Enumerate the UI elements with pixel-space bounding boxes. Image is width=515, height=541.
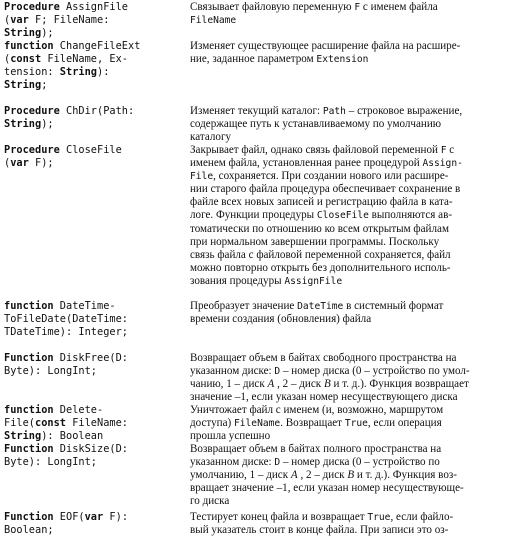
desc-line <box>190 378 512 391</box>
desc-text: при нормальном завершении программы. Поскольку <box>190 235 440 248</box>
desc-line <box>190 118 512 131</box>
desc-text: , 2 – диск <box>274 378 324 391</box>
description <box>190 511 512 537</box>
signature <box>4 144 179 170</box>
sig-text: Function <box>4 511 54 523</box>
sig-text: var <box>10 14 29 27</box>
desc-line <box>190 144 512 157</box>
desc-line <box>190 14 512 27</box>
sig-text: function <box>4 404 54 416</box>
desc-line <box>190 183 512 196</box>
desc-line <box>190 131 512 144</box>
sig-line <box>4 524 179 537</box>
sig-text: function <box>4 300 54 312</box>
description <box>190 105 512 144</box>
desc-text: и т. д.). Функция возвращает <box>330 378 469 391</box>
desc-text: указанном диске: <box>190 365 275 378</box>
sig-line <box>4 66 179 79</box>
sig-line <box>4 313 179 326</box>
desc-line <box>190 1 512 14</box>
sig-line <box>4 118 179 131</box>
sig-text: ); <box>41 27 54 40</box>
sig-text: const <box>35 417 66 430</box>
desc-text: F <box>354 2 361 13</box>
signature <box>4 443 179 469</box>
desc-line <box>190 524 512 537</box>
desc-line <box>190 275 512 288</box>
desc-text: вый указатель стоит в конце файла. При записи это оз- <box>190 524 449 537</box>
sig-line <box>4 144 179 157</box>
sig-line <box>4 430 179 443</box>
desc-line <box>190 249 512 262</box>
desc-text: D <box>274 457 281 469</box>
sig-text: ); <box>41 118 54 131</box>
desc-text: каталогу <box>190 131 232 144</box>
signature <box>4 105 179 131</box>
desc-line <box>190 365 512 378</box>
sig-line <box>4 443 179 456</box>
desc-line <box>190 40 512 53</box>
signature <box>4 352 179 378</box>
desc-line <box>190 236 512 249</box>
desc-text: F <box>440 145 447 156</box>
sig-text: FileName, Ex- <box>41 53 128 66</box>
desc-text: значение –1, если указан номер несуществующего диска <box>190 391 458 404</box>
sig-text: String <box>4 79 42 92</box>
sig-text: Procedure <box>4 105 60 117</box>
signature <box>4 1 179 40</box>
desc-text: Связывает файловую переменную <box>190 1 355 13</box>
desc-text: True <box>344 418 368 430</box>
sig-text: ): <box>97 66 110 79</box>
sig-text: String <box>4 27 42 40</box>
sig-line <box>4 404 179 417</box>
sig-text: File( <box>4 417 35 430</box>
sig-text: ( <box>4 14 11 27</box>
desc-text: , сохраняется. При создании нового или расшире- <box>213 170 449 183</box>
desc-text: Возвращает объем в байтах свободного пространства на <box>190 352 457 364</box>
sig-text: DiskFree(D: <box>53 352 129 364</box>
sig-line <box>4 40 179 53</box>
desc-text: го диска <box>190 495 230 508</box>
desc-text: , 2 – диск <box>297 469 348 482</box>
desc-text: DateTime <box>297 301 344 312</box>
description <box>190 352 512 404</box>
desc-text: B <box>347 469 355 482</box>
description <box>190 144 512 288</box>
sig-line <box>4 456 179 469</box>
desc-line <box>190 105 512 118</box>
desc-line <box>190 511 512 524</box>
sig-text: Function <box>4 352 54 364</box>
sig-text: F); <box>28 157 54 170</box>
sig-text: CloseFile <box>59 144 122 156</box>
sig-text: ChDir(Path: <box>59 105 135 117</box>
desc-text: Уничтожает файл с именем (и, возможно, маршрутом <box>190 404 444 416</box>
sig-line <box>4 417 179 430</box>
signature <box>4 40 179 92</box>
desc-line <box>190 53 512 66</box>
sig-text: const <box>10 53 42 66</box>
desc-text: Возвращает объем в байтах полного пространства на <box>190 443 442 455</box>
desc-line <box>190 443 512 456</box>
desc-text: можно повторно открыть без дополнительного исполь- <box>190 261 451 274</box>
desc-text: B <box>323 378 331 391</box>
desc-line <box>190 300 512 313</box>
desc-text: с <box>446 144 455 156</box>
signature <box>4 300 179 339</box>
sig-text: DiskSize(D: <box>53 443 129 455</box>
sig-text: Byte): LongInt; <box>4 456 97 469</box>
desc-line <box>190 313 512 326</box>
desc-text: доступа) <box>190 417 234 430</box>
desc-line <box>190 456 512 469</box>
sig-text: ( <box>4 157 11 170</box>
desc-text: Assign- <box>422 158 463 170</box>
sig-text: String <box>4 118 42 131</box>
desc-line <box>190 495 512 508</box>
sig-text: Boolean; <box>4 524 54 537</box>
sig-text: Function <box>4 443 54 455</box>
sig-text: ToFileDate(DateTime: <box>4 313 128 326</box>
sig-text: Byte): LongInt; <box>4 365 97 378</box>
desc-text: связь файла с файловой переменной сохраняется, файл <box>190 248 451 261</box>
sig-text: AssignFile <box>59 1 128 13</box>
desc-text: файле всех новых записей и регистрацию файла в ката- <box>190 196 453 209</box>
desc-text: AssignFile <box>284 275 343 287</box>
desc-line <box>190 469 512 482</box>
desc-text: выполняются ав- <box>368 209 453 222</box>
signature <box>4 404 179 443</box>
sig-text: tension: <box>4 66 60 79</box>
sig-line <box>4 157 179 170</box>
desc-text: , если операция <box>367 417 442 430</box>
desc-text: Extension <box>316 54 369 66</box>
desc-line <box>190 157 512 170</box>
desc-text: FileName <box>233 418 281 430</box>
sig-line <box>4 300 179 313</box>
desc-line <box>190 170 512 183</box>
desc-text: с именем файла <box>360 1 438 13</box>
sig-line <box>4 326 179 339</box>
sig-text: ChangeFileExt <box>53 40 141 52</box>
sig-text: ): Boolean <box>41 430 104 443</box>
desc-text: – строковое выражение, <box>345 105 463 117</box>
desc-text: – номер диска (0 – устройство по <box>280 456 440 469</box>
desc-text: File <box>190 171 214 183</box>
desc-text: Преобразует значение <box>190 300 298 312</box>
sig-text: String <box>59 66 97 79</box>
sig-line <box>4 27 179 40</box>
desc-text: указанном диске: <box>190 456 275 469</box>
sig-text: ; <box>41 79 48 92</box>
desc-text: чанию, 1 – диск <box>190 378 268 391</box>
description <box>190 1 512 27</box>
desc-text: Path <box>322 106 346 117</box>
desc-text: Тестирует конец файла и возвращает <box>190 511 368 523</box>
sig-text: String <box>4 430 42 443</box>
desc-line <box>190 430 512 443</box>
desc-text: умолчанию, 1 – диск <box>190 469 291 482</box>
sig-text: F; FileName: <box>28 14 110 27</box>
desc-text: Закрывает файл, однако связь файловой переменной <box>190 144 441 156</box>
desc-line <box>190 391 512 404</box>
sig-line <box>4 105 179 118</box>
sig-text: Procedure <box>4 1 60 13</box>
desc-text: A <box>267 378 275 391</box>
desc-text: True <box>367 512 391 523</box>
desc-text: A <box>290 469 298 482</box>
desc-line <box>190 223 512 236</box>
desc-text: содержащее путь к устанавливаемому по умолчанию <box>190 118 442 131</box>
desc-text: Изменяет текущий каталог: <box>190 105 323 117</box>
sig-text: DateTime- <box>53 300 116 312</box>
desc-text: – номер диска (0 – устройство по умол- <box>280 365 470 378</box>
desc-line <box>190 262 512 275</box>
description <box>190 300 512 326</box>
sig-line <box>4 352 179 365</box>
sig-line <box>4 1 179 14</box>
sig-text: EOF( <box>53 511 85 523</box>
desc-text: и т. д.). Функция воз- <box>354 469 457 482</box>
desc-text: прошла успешно <box>190 430 271 443</box>
sig-text: Procedure <box>4 144 60 156</box>
sig-text: var <box>84 511 104 523</box>
desc-text: , если файло- <box>390 511 454 523</box>
sig-text: var <box>10 157 29 170</box>
sig-line <box>4 511 179 524</box>
desc-line <box>190 209 512 222</box>
sig-text: TDateTime): Integer; <box>4 326 128 339</box>
sig-text: F): <box>103 511 129 523</box>
desc-line <box>190 482 512 495</box>
description <box>190 40 512 66</box>
desc-text: нии старого файла процедура обеспечивает сохранение в <box>190 183 461 196</box>
description <box>190 404 512 443</box>
desc-text: CloseFile <box>316 210 369 222</box>
desc-text: . Возвращает <box>280 417 345 430</box>
desc-text: D <box>274 366 281 378</box>
sig-line <box>4 365 179 378</box>
desc-text: Изменяет существующее расширение файла на расширe- <box>190 40 461 52</box>
desc-text: логе. Функции процедуры <box>190 209 317 222</box>
desc-text: именем файла, установленная ранее процедурой <box>190 157 423 170</box>
desc-text: вращает значение –1, если указан номер несуществующе- <box>190 482 464 495</box>
desc-line <box>190 404 512 417</box>
desc-line <box>190 196 512 209</box>
sig-text: Delete- <box>53 404 104 416</box>
desc-line <box>190 417 512 430</box>
sig-text: ( <box>4 53 11 66</box>
desc-line <box>190 352 512 365</box>
signature <box>4 511 179 537</box>
desc-text: зования процедуры <box>190 274 285 287</box>
description <box>190 443 512 508</box>
sig-line <box>4 14 179 27</box>
desc-text: томатически по отношению ко всем открытым файлам <box>190 222 449 235</box>
sig-line <box>4 53 179 66</box>
sig-text: function <box>4 40 54 52</box>
sig-text: FileName: <box>66 417 128 430</box>
desc-text: времени создания (обновления) файла <box>190 313 372 326</box>
desc-text: ние, заданное параметром <box>190 53 317 66</box>
sig-line <box>4 79 179 92</box>
desc-text: FileName <box>190 15 237 27</box>
desc-text: в системный формат <box>343 300 444 312</box>
